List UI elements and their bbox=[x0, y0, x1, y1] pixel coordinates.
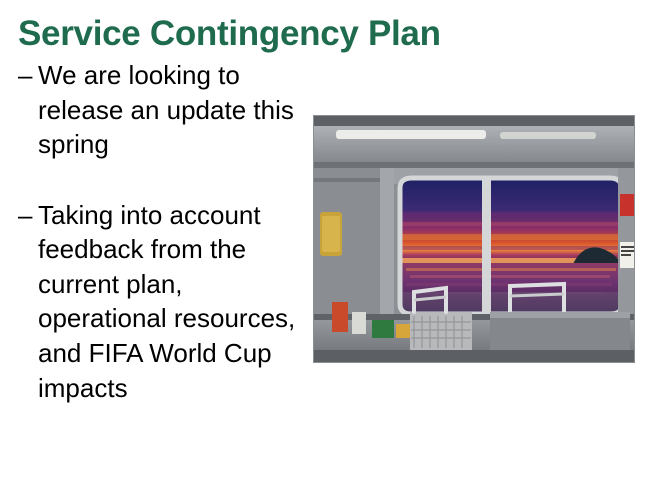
bullet-marker: – bbox=[18, 199, 33, 230]
photo-graphic bbox=[314, 116, 635, 363]
bullet-spacer bbox=[18, 162, 308, 198]
list-item bbox=[18, 198, 308, 405]
ferry-deck-sunset-photo bbox=[313, 115, 635, 363]
bullet-marker: – bbox=[18, 60, 33, 90]
list-item bbox=[18, 58, 308, 162]
bullet-list bbox=[18, 58, 308, 405]
bullet-text: We are looking to release an update this spring bbox=[38, 60, 294, 160]
page-title: Service Contingency Plan bbox=[18, 14, 441, 53]
bullet-text: Taking into account feedback from the current plan, operational resources, and FIFA World Cup impacts bbox=[38, 199, 296, 403]
